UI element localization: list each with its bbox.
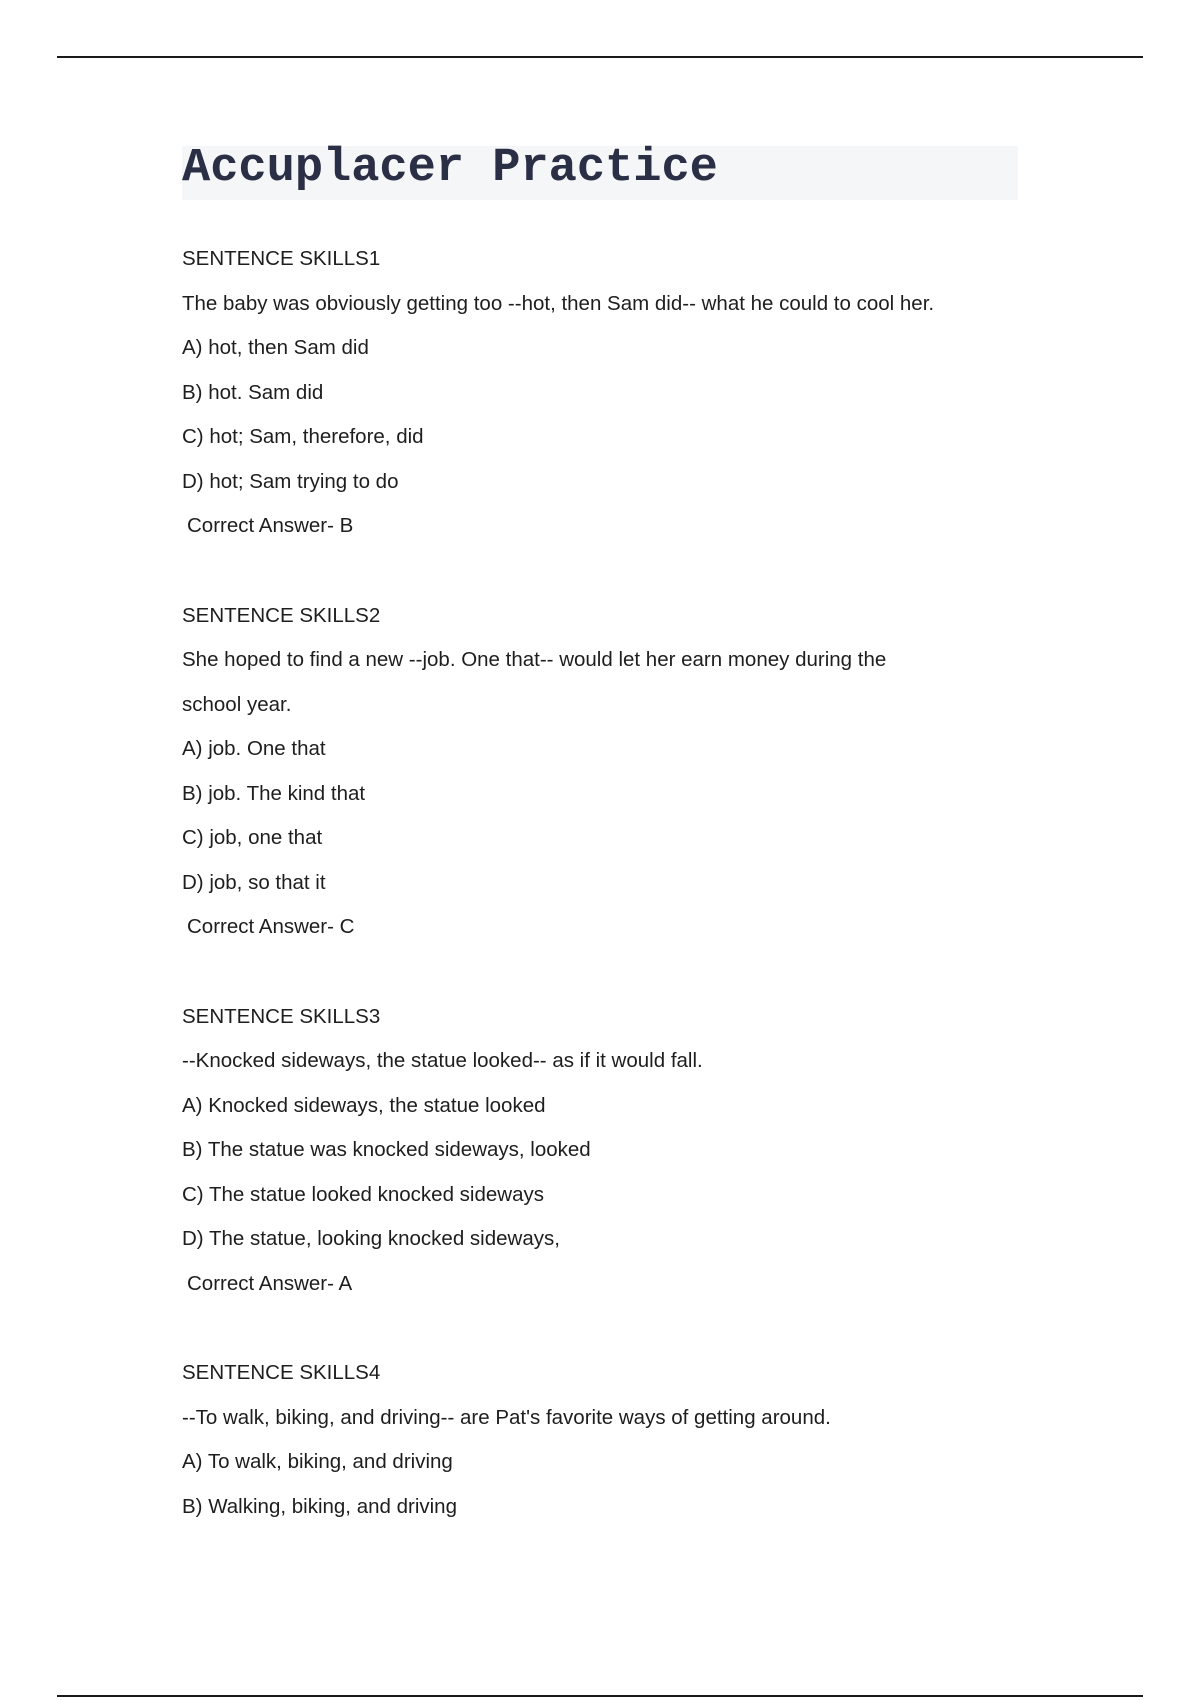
correct-answer: Correct Answer- A [187, 1271, 353, 1295]
question-prompt: The baby was obviously getting too --hot, then Sam did-- what he could to cool her. [182, 291, 935, 315]
option-a: A) To walk, biking, and driving [182, 1450, 453, 1473]
page-title: Accuplacer Practice [182, 142, 718, 195]
question-heading: SENTENCE SKILLS2 [182, 603, 381, 627]
question-prompt-line-1: She hoped to find a new --job. One that-- would let her earn money during the [182, 648, 887, 671]
correct-answer: Correct Answer- B [187, 514, 354, 537]
question-prompt-line-2: school year. [182, 692, 292, 716]
option-a: A) Knocked sideways, the statue looked [182, 1093, 546, 1117]
option-d: D) job, so that it [182, 870, 326, 894]
option-b: B) job. The kind that [182, 781, 366, 805]
footer-rule [57, 1695, 1143, 1697]
question-heading: SENTENCE SKILLS1 [182, 247, 381, 270]
option-b: B) The statue was knocked sideways, looked [182, 1138, 591, 1161]
question-list [182, 237, 1042, 1574]
option-d: D) The statue, looking knocked sideways, [182, 1227, 560, 1250]
correct-answer: Correct Answer- C [187, 915, 355, 938]
question-block-2 [182, 594, 1042, 950]
question-block-3 [182, 995, 1042, 1307]
option-c: C) job, one that [182, 826, 323, 849]
option-a: A) hot, then Sam did [182, 336, 369, 359]
question-prompt: --Knocked sideways, the statue looked-- as if it would fall. [182, 1049, 703, 1072]
option-d: D) hot; Sam trying to do [182, 469, 399, 493]
option-b: B) hot. Sam did [182, 380, 324, 404]
option-b: B) Walking, biking, and driving [182, 1494, 457, 1518]
option-c: C) hot; Sam, therefore, did [182, 425, 424, 448]
option-a: A) job. One that [182, 737, 326, 760]
question-block-4 [182, 1351, 1042, 1529]
option-c: C) The statue looked knocked sideways [182, 1182, 544, 1206]
header-rule [57, 56, 1143, 58]
question-prompt: --To walk, biking, and driving-- are Pat's favorite ways of getting around. [182, 1405, 831, 1429]
question-block-1 [182, 237, 1042, 549]
question-heading: SENTENCE SKILLS3 [182, 1004, 381, 1028]
question-heading: SENTENCE SKILLS4 [182, 1361, 381, 1384]
